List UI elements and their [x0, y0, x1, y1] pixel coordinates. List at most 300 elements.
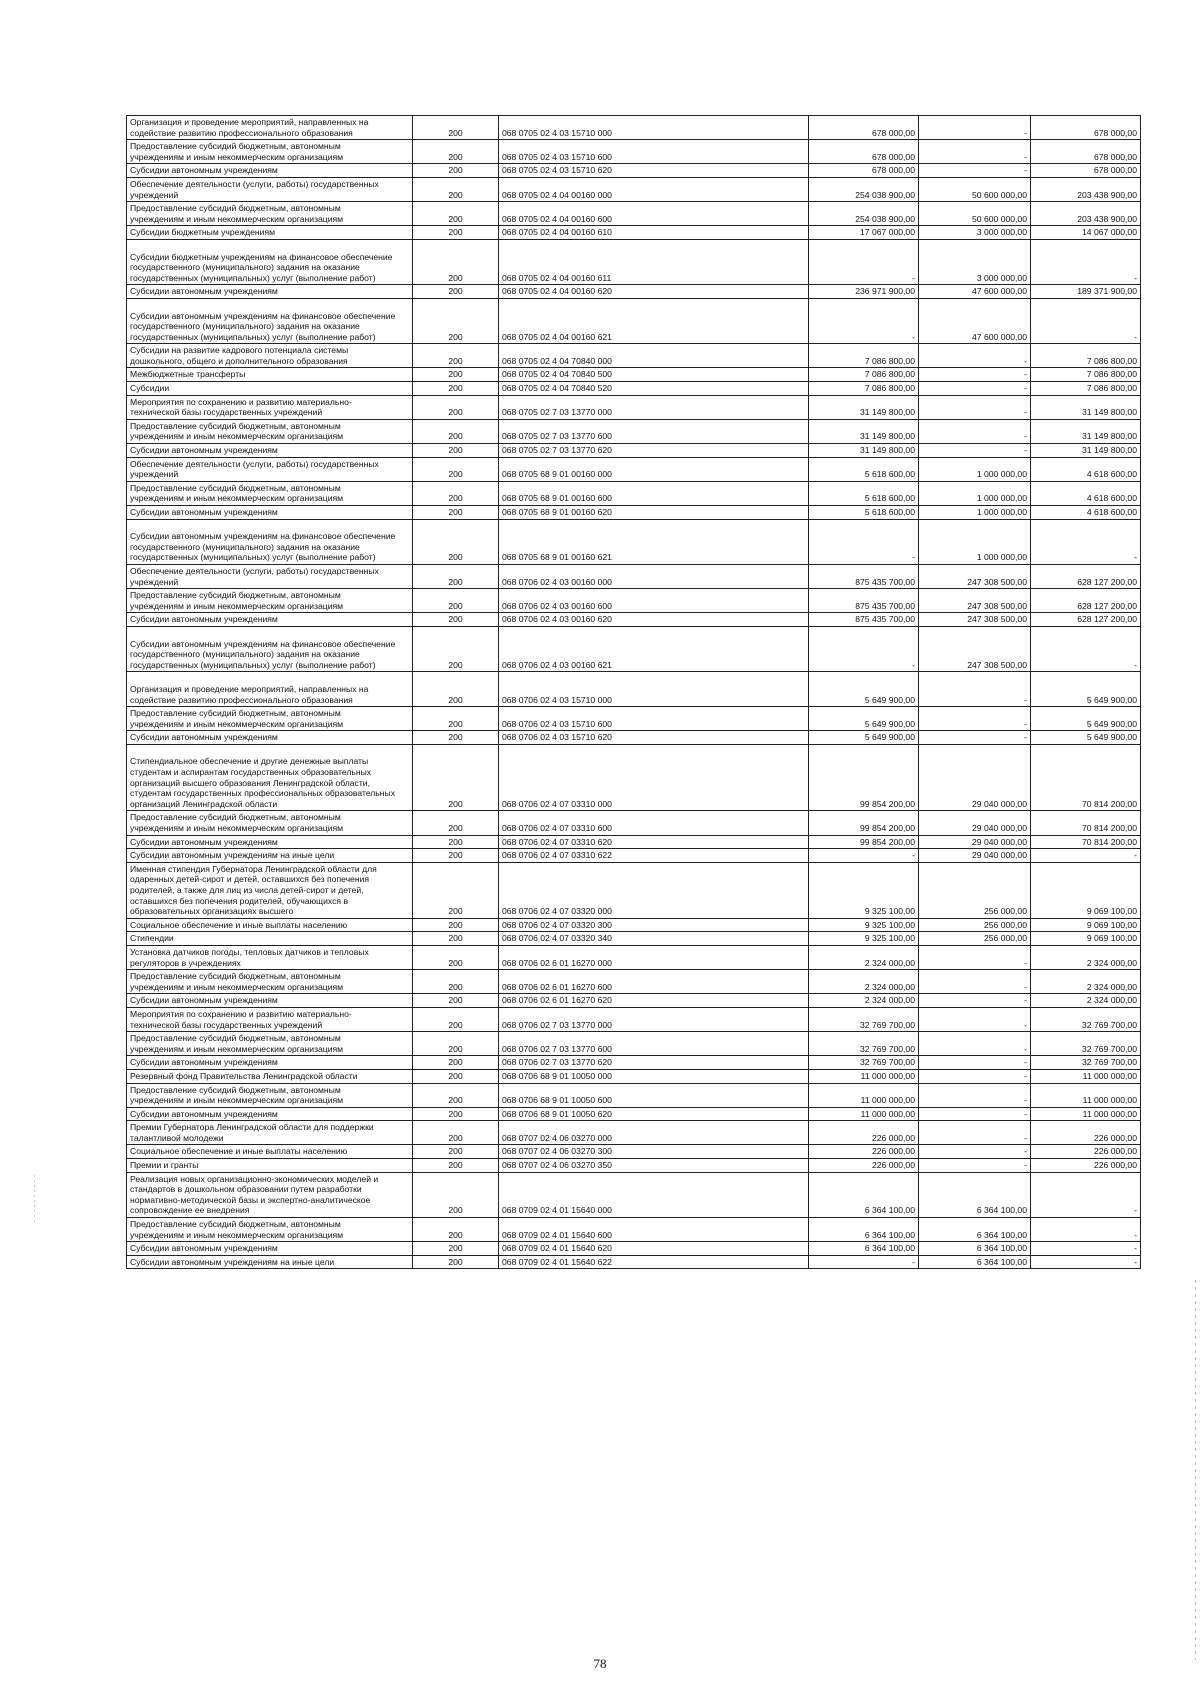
row-kbk-cell: 068 0705 02 4 04 70840 000	[499, 344, 809, 368]
row-code-cell: 200	[413, 1218, 499, 1242]
row-name-cell: Именная стипендия Губернатора Ленинградской области для одаренных детей-сирот и детей, оставшихся без попечения родителей, а также для лиц из числа детей-сирот и детей, оставшихся без попечения родителей, обучающихся в образовательных организациях высшего	[127, 862, 413, 918]
table-row	[127, 945, 1141, 969]
row-code-cell: 200	[413, 1121, 499, 1145]
row-kbk-cell: 068 0706 68 9 01 10050 620	[499, 1107, 809, 1121]
row-amount-cell: -	[1031, 1172, 1141, 1217]
row-amount-cell: 9 069 100,00	[1031, 918, 1141, 932]
row-code-cell: 200	[413, 1159, 499, 1173]
row-amount-cell: -	[809, 519, 919, 564]
row-name-cell: Субсидии автономным учреждениям	[127, 164, 413, 178]
table-row	[127, 457, 1141, 481]
row-code-cell: 200	[413, 626, 499, 671]
row-code-cell: 200	[413, 862, 499, 918]
row-code-cell: 200	[413, 1056, 499, 1070]
row-amount-cell: 32 769 700,00	[1031, 1007, 1141, 1031]
row-amount-cell: -	[1031, 298, 1141, 343]
row-amount-cell: 254 038 900,00	[809, 202, 919, 226]
row-name-cell: Субсидии автономным учреждениям	[127, 994, 413, 1008]
row-code-cell: 200	[413, 382, 499, 396]
row-kbk-cell: 068 0706 02 7 03 13770 000	[499, 1007, 809, 1031]
row-name-cell: Предоставление субсидий бюджетным, автономным учреждениям и иным некоммерческим организациям	[127, 481, 413, 505]
row-kbk-cell: 068 0705 02 7 03 13770 620	[499, 444, 809, 458]
row-amount-cell: -	[919, 1159, 1031, 1173]
table-row	[127, 116, 1141, 140]
row-amount-cell: 226 000,00	[1031, 1145, 1141, 1159]
table-row	[127, 613, 1141, 627]
table-row	[127, 344, 1141, 368]
table-row	[127, 811, 1141, 835]
row-kbk-cell: 068 0709 02 4 01 15640 000	[499, 1172, 809, 1217]
row-name-cell: Предоставление субсидий бюджетным, автономным учреждениям и иным некоммерческим организациям	[127, 419, 413, 443]
row-name-cell: Предоставление субсидий бюджетным, автономным учреждениям и иным некоммерческим организациям	[127, 811, 413, 835]
row-amount-cell: 2 324 000,00	[809, 994, 919, 1008]
row-kbk-cell: 068 0706 02 4 07 03310 600	[499, 811, 809, 835]
row-amount-cell: -	[919, 945, 1031, 969]
row-name-cell: Предоставление субсидий бюджетным, автономным учреждениям и иным некоммерческим организациям	[127, 589, 413, 613]
row-code-cell: 200	[413, 419, 499, 443]
row-amount-cell: -	[919, 672, 1031, 707]
row-kbk-cell: 068 0706 02 6 01 16270 600	[499, 970, 809, 994]
row-amount-cell: 29 040 000,00	[919, 835, 1031, 849]
row-name-cell: Предоставление субсидий бюджетным, автономным учреждениям и иным некоммерческим организациям	[127, 970, 413, 994]
row-amount-cell: 11 000 000,00	[1031, 1083, 1141, 1107]
row-code-cell: 200	[413, 202, 499, 226]
row-amount-cell: 70 814 200,00	[1031, 744, 1141, 811]
row-amount-cell: 7 086 800,00	[1031, 368, 1141, 382]
table-row	[127, 589, 1141, 613]
row-amount-cell: 875 435 700,00	[809, 589, 919, 613]
row-amount-cell: -	[809, 849, 919, 863]
row-amount-cell: 678 000,00	[809, 164, 919, 178]
row-code-cell: 200	[413, 932, 499, 946]
row-amount-cell: -	[809, 239, 919, 284]
row-amount-cell: 5 649 900,00	[809, 707, 919, 731]
row-kbk-cell: 068 0706 02 4 07 03320 340	[499, 932, 809, 946]
row-kbk-cell: 068 0709 02 4 01 15640 622	[499, 1255, 809, 1269]
row-amount-cell: -	[919, 1121, 1031, 1145]
row-kbk-cell: 068 0706 02 4 07 03310 000	[499, 744, 809, 811]
table-row	[127, 1121, 1141, 1145]
row-name-cell: Установка датчиков погоды, тепловых датчиков и тепловых регуляторов в учреждениях	[127, 945, 413, 969]
row-kbk-cell: 068 0706 02 4 03 00160 000	[499, 564, 809, 588]
row-name-cell: Субсидии автономным учреждениям	[127, 613, 413, 627]
table-row	[127, 298, 1141, 343]
table-row	[127, 672, 1141, 707]
row-amount-cell: 2 324 000,00	[1031, 945, 1141, 969]
row-amount-cell: -	[809, 298, 919, 343]
row-amount-cell: 5 649 900,00	[1031, 707, 1141, 731]
table-row	[127, 1107, 1141, 1121]
table-row	[127, 1172, 1141, 1217]
row-amount-cell: 247 308 500,00	[919, 626, 1031, 671]
row-amount-cell: 70 814 200,00	[1031, 835, 1141, 849]
row-code-cell: 200	[413, 444, 499, 458]
row-name-cell: Субсидии автономным учреждениям на финансовое обеспечение государственного (муниципального) задания на оказание государственных (муниципальных) услуг (выполнение работ)	[127, 519, 413, 564]
row-amount-cell: 32 769 700,00	[1031, 1056, 1141, 1070]
table-row	[127, 918, 1141, 932]
row-code-cell: 200	[413, 344, 499, 368]
table-row	[127, 1255, 1141, 1269]
table-row	[127, 849, 1141, 863]
row-amount-cell: 5 649 900,00	[809, 731, 919, 745]
row-amount-cell: 6 364 100,00	[919, 1255, 1031, 1269]
row-amount-cell: -	[1031, 1218, 1141, 1242]
row-amount-cell: 9 325 100,00	[809, 918, 919, 932]
row-amount-cell: 31 149 800,00	[809, 419, 919, 443]
table-row	[127, 932, 1141, 946]
row-amount-cell: 226 000,00	[1031, 1159, 1141, 1173]
row-kbk-cell: 068 0707 02 4 06 03270 350	[499, 1159, 809, 1173]
row-amount-cell: -	[1031, 849, 1141, 863]
row-code-cell: 200	[413, 1107, 499, 1121]
row-amount-cell: 256 000,00	[919, 932, 1031, 946]
table-row	[127, 519, 1141, 564]
row-amount-cell: 6 364 100,00	[919, 1218, 1031, 1242]
row-amount-cell: 5 618 600,00	[809, 457, 919, 481]
row-amount-cell: 11 000 000,00	[1031, 1107, 1141, 1121]
row-amount-cell: 6 364 100,00	[809, 1242, 919, 1256]
row-kbk-cell: 068 0706 02 7 03 13770 600	[499, 1032, 809, 1056]
scan-edge-mark	[1195, 1280, 1196, 1660]
row-name-cell: Предоставление субсидий бюджетным, автономным учреждениям и иным некоммерческим организациям	[127, 1032, 413, 1056]
row-amount-cell: -	[919, 994, 1031, 1008]
row-code-cell: 200	[413, 564, 499, 588]
row-amount-cell: 875 435 700,00	[809, 564, 919, 588]
row-amount-cell: -	[919, 970, 1031, 994]
row-amount-cell: 6 364 100,00	[919, 1172, 1031, 1217]
row-amount-cell: 678 000,00	[1031, 116, 1141, 140]
row-name-cell: Предоставление субсидий бюджетным, автономным учреждениям и иным некоммерческим организациям	[127, 202, 413, 226]
row-amount-cell: 31 149 800,00	[1031, 444, 1141, 458]
table-row	[127, 707, 1141, 731]
row-name-cell: Премии и гранты	[127, 1159, 413, 1173]
row-code-cell: 200	[413, 613, 499, 627]
row-amount-cell: 628 127 200,00	[1031, 564, 1141, 588]
row-kbk-cell: 068 0705 68 9 01 00160 000	[499, 457, 809, 481]
row-amount-cell: 247 308 500,00	[919, 589, 1031, 613]
row-amount-cell: 5 649 900,00	[809, 672, 919, 707]
row-amount-cell: 3 000 000,00	[919, 239, 1031, 284]
row-name-cell: Субсидии	[127, 382, 413, 396]
row-amount-cell: -	[809, 626, 919, 671]
row-amount-cell: 9 325 100,00	[809, 862, 919, 918]
row-name-cell: Мероприятия по сохранению и развитию материально- технической базы государственных учреждений	[127, 395, 413, 419]
row-code-cell: 200	[413, 1145, 499, 1159]
row-amount-cell: -	[919, 382, 1031, 396]
row-amount-cell: 17 067 000,00	[809, 226, 919, 240]
row-name-cell: Стипендии	[127, 932, 413, 946]
table-row	[127, 285, 1141, 299]
row-kbk-cell: 068 0709 02 4 01 15640 600	[499, 1218, 809, 1242]
row-kbk-cell: 068 0706 02 4 03 00160 600	[499, 589, 809, 613]
row-code-cell: 200	[413, 116, 499, 140]
table-row	[127, 202, 1141, 226]
row-amount-cell: 226 000,00	[809, 1159, 919, 1173]
row-amount-cell: -	[1031, 1255, 1141, 1269]
row-code-cell: 200	[413, 707, 499, 731]
row-amount-cell: 4 618 600,00	[1031, 457, 1141, 481]
row-name-cell: Мероприятия по сохранению и развитию материально- технической базы государственных учреждений	[127, 1007, 413, 1031]
row-code-cell: 200	[413, 811, 499, 835]
budget-table-body	[127, 116, 1141, 1269]
row-kbk-cell: 068 0706 02 4 03 15710 600	[499, 707, 809, 731]
row-amount-cell: -	[1031, 1242, 1141, 1256]
row-amount-cell: 3 000 000,00	[919, 226, 1031, 240]
row-amount-cell: -	[919, 1056, 1031, 1070]
row-kbk-cell: 068 0705 02 4 04 00160 000	[499, 177, 809, 201]
row-kbk-cell: 068 0706 02 4 07 03320 000	[499, 862, 809, 918]
row-name-cell: Субсидии автономным учреждениям	[127, 731, 413, 745]
row-amount-cell: 29 040 000,00	[919, 811, 1031, 835]
row-kbk-cell: 068 0705 68 9 01 00160 621	[499, 519, 809, 564]
row-name-cell: Обеспечение деятельности (услуги, работы) государственных учреждений	[127, 457, 413, 481]
row-amount-cell: 7 086 800,00	[1031, 382, 1141, 396]
row-name-cell: Премии Губернатора Ленинградской области для поддержки талантливой молодежи	[127, 1121, 413, 1145]
row-amount-cell: -	[919, 1107, 1031, 1121]
row-kbk-cell: 068 0706 02 6 01 16270 000	[499, 945, 809, 969]
table-row	[127, 481, 1141, 505]
row-amount-cell: 2 324 000,00	[1031, 970, 1141, 994]
row-kbk-cell: 068 0706 02 4 07 03310 622	[499, 849, 809, 863]
row-amount-cell: 4 618 600,00	[1031, 481, 1141, 505]
table-row	[127, 1218, 1141, 1242]
row-code-cell: 200	[413, 945, 499, 969]
table-row	[127, 626, 1141, 671]
row-kbk-cell: 068 0706 02 7 03 13770 620	[499, 1056, 809, 1070]
row-name-cell: Субсидии автономным учреждениям на иные цели	[127, 1255, 413, 1269]
row-amount-cell: -	[919, 419, 1031, 443]
row-code-cell: 200	[413, 918, 499, 932]
row-code-cell: 200	[413, 164, 499, 178]
row-amount-cell: 70 814 200,00	[1031, 811, 1141, 835]
row-amount-cell: -	[919, 140, 1031, 164]
row-amount-cell: 7 086 800,00	[809, 382, 919, 396]
row-amount-cell: 1 000 000,00	[919, 519, 1031, 564]
row-kbk-cell: 068 0705 02 4 04 00160 620	[499, 285, 809, 299]
row-amount-cell: 50 600 000,00	[919, 202, 1031, 226]
row-kbk-cell: 068 0706 02 4 03 15710 000	[499, 672, 809, 707]
row-amount-cell: 31 149 800,00	[809, 444, 919, 458]
row-amount-cell: -	[919, 731, 1031, 745]
table-row	[127, 1069, 1141, 1083]
row-amount-cell: 256 000,00	[919, 862, 1031, 918]
row-amount-cell: 247 308 500,00	[919, 613, 1031, 627]
table-row	[127, 239, 1141, 284]
table-row	[127, 506, 1141, 520]
row-kbk-cell: 068 0706 02 4 07 03320 300	[499, 918, 809, 932]
table-row	[127, 835, 1141, 849]
row-code-cell: 200	[413, 1032, 499, 1056]
row-amount-cell: 678 000,00	[809, 116, 919, 140]
row-name-cell: Предоставление субсидий бюджетным, автономным учреждениям и иным некоммерческим организациям	[127, 140, 413, 164]
row-name-cell: Предоставление субсидий бюджетным, автономным учреждениям и иным некоммерческим организациям	[127, 1218, 413, 1242]
table-row	[127, 382, 1141, 396]
row-amount-cell: 2 324 000,00	[809, 945, 919, 969]
row-amount-cell: 32 769 700,00	[1031, 1032, 1141, 1056]
row-kbk-cell: 068 0705 02 4 03 15710 600	[499, 140, 809, 164]
table-row	[127, 744, 1141, 811]
row-name-cell: Обеспечение деятельности (услуги, работы) государственных учреждений	[127, 564, 413, 588]
row-name-cell: Субсидии бюджетным учреждениям	[127, 226, 413, 240]
row-amount-cell: -	[919, 395, 1031, 419]
row-kbk-cell: 068 0707 02 4 06 03270 000	[499, 1121, 809, 1145]
row-amount-cell: 11 000 000,00	[809, 1069, 919, 1083]
row-code-cell: 200	[413, 1083, 499, 1107]
row-code-cell: 200	[413, 1069, 499, 1083]
row-amount-cell: -	[919, 344, 1031, 368]
row-amount-cell: 32 769 700,00	[809, 1032, 919, 1056]
row-name-cell: Социальное обеспечение и иные выплаты населению	[127, 1145, 413, 1159]
row-amount-cell: 5 618 600,00	[809, 481, 919, 505]
row-amount-cell: -	[919, 1069, 1031, 1083]
table-row	[127, 395, 1141, 419]
row-kbk-cell: 068 0705 02 4 04 00160 621	[499, 298, 809, 343]
row-kbk-cell: 068 0705 68 9 01 00160 620	[499, 506, 809, 520]
row-code-cell: 200	[413, 994, 499, 1008]
row-amount-cell: 628 127 200,00	[1031, 613, 1141, 627]
row-amount-cell: -	[1031, 239, 1141, 284]
row-amount-cell: -	[1031, 519, 1141, 564]
table-row	[127, 368, 1141, 382]
page-number: 78	[593, 1656, 607, 1671]
row-kbk-cell: 068 0705 02 7 03 13770 000	[499, 395, 809, 419]
table-row	[127, 177, 1141, 201]
row-code-cell: 200	[413, 1172, 499, 1217]
row-amount-cell: -	[919, 1032, 1031, 1056]
row-code-cell: 200	[413, 744, 499, 811]
row-kbk-cell: 068 0706 68 9 01 10050 600	[499, 1083, 809, 1107]
table-row	[127, 1032, 1141, 1056]
row-kbk-cell: 068 0706 02 4 03 00160 620	[499, 613, 809, 627]
row-kbk-cell: 068 0705 02 4 04 00160 600	[499, 202, 809, 226]
row-amount-cell: 247 308 500,00	[919, 564, 1031, 588]
table-row	[127, 1159, 1141, 1173]
row-amount-cell: 256 000,00	[919, 918, 1031, 932]
row-kbk-cell: 068 0705 02 4 04 70840 500	[499, 368, 809, 382]
row-kbk-cell: 068 0706 02 4 03 00160 621	[499, 626, 809, 671]
row-amount-cell: 1 000 000,00	[919, 457, 1031, 481]
row-amount-cell: 226 000,00	[809, 1145, 919, 1159]
row-code-cell: 200	[413, 849, 499, 863]
row-amount-cell: 5 618 600,00	[809, 506, 919, 520]
row-name-cell: Субсидии автономным учреждениям на иные цели	[127, 849, 413, 863]
row-kbk-cell: 068 0705 02 4 04 00160 611	[499, 239, 809, 284]
row-amount-cell: 99 854 200,00	[809, 835, 919, 849]
table-row	[127, 419, 1141, 443]
row-amount-cell: 875 435 700,00	[809, 613, 919, 627]
row-kbk-cell: 068 0706 02 4 03 15710 620	[499, 731, 809, 745]
row-amount-cell: -	[919, 164, 1031, 178]
table-row	[127, 1056, 1141, 1070]
row-amount-cell: 254 038 900,00	[809, 177, 919, 201]
row-kbk-cell: 068 0705 02 4 03 15710 620	[499, 164, 809, 178]
row-name-cell: Субсидии автономным учреждениям	[127, 444, 413, 458]
scan-edge-mark-left	[34, 1175, 35, 1225]
row-amount-cell: 678 000,00	[1031, 164, 1141, 178]
row-amount-cell: 4 618 600,00	[1031, 506, 1141, 520]
row-amount-cell: 1 000 000,00	[919, 481, 1031, 505]
row-amount-cell: 29 040 000,00	[919, 744, 1031, 811]
row-code-cell: 200	[413, 835, 499, 849]
row-amount-cell: 31 149 800,00	[1031, 419, 1141, 443]
table-row	[127, 731, 1141, 745]
row-code-cell: 200	[413, 298, 499, 343]
row-name-cell: Стипендиальное обеспечение и другие денежные выплаты студентам и аспирантам государственных образовательных организаций высшего образования Ленинградской области, студентам государственных профессиональных образовательных организаций Ленинградской области	[127, 744, 413, 811]
row-name-cell: Субсидии автономным учреждениям	[127, 285, 413, 299]
row-name-cell: Субсидии на развитие кадрового потенциала системы дошкольного, общего и дополнительного образования	[127, 344, 413, 368]
row-code-cell: 200	[413, 506, 499, 520]
row-amount-cell: -	[919, 368, 1031, 382]
row-amount-cell: -	[919, 1145, 1031, 1159]
row-name-cell: Социальное обеспечение и иные выплаты населению	[127, 918, 413, 932]
row-code-cell: 200	[413, 140, 499, 164]
row-amount-cell: 31 149 800,00	[809, 395, 919, 419]
row-amount-cell: 7 086 800,00	[1031, 344, 1141, 368]
row-amount-cell: 226 000,00	[1031, 1121, 1141, 1145]
row-name-cell: Резервный фонд Правительства Ленинградской области	[127, 1069, 413, 1083]
row-code-cell: 200	[413, 368, 499, 382]
row-amount-cell: 11 000 000,00	[809, 1107, 919, 1121]
row-code-cell: 200	[413, 589, 499, 613]
row-amount-cell: 203 438 900,00	[1031, 177, 1141, 201]
row-amount-cell: 7 086 800,00	[809, 344, 919, 368]
row-code-cell: 200	[413, 1007, 499, 1031]
table-row	[127, 164, 1141, 178]
row-kbk-cell: 068 0706 02 4 07 03310 620	[499, 835, 809, 849]
row-amount-cell: -	[919, 116, 1031, 140]
row-amount-cell: 29 040 000,00	[919, 849, 1031, 863]
row-amount-cell: 2 324 000,00	[1031, 994, 1141, 1008]
row-kbk-cell: 068 0706 68 9 01 10050 000	[499, 1069, 809, 1083]
row-amount-cell: 31 149 800,00	[1031, 395, 1141, 419]
row-code-cell: 200	[413, 970, 499, 994]
row-kbk-cell: 068 0705 02 4 04 70840 520	[499, 382, 809, 396]
row-name-cell: Субсидии автономным учреждениям	[127, 1242, 413, 1256]
row-name-cell: Реализация новых организационно-экономических моделей и стандартов в дошкольном образовании путем разработки нормативно-методической базы и экспертно-аналитическое сопровождение ее внедрения	[127, 1172, 413, 1217]
table-row	[127, 1242, 1141, 1256]
row-amount-cell: 5 649 900,00	[1031, 731, 1141, 745]
row-kbk-cell: 068 0707 02 4 06 03270 300	[499, 1145, 809, 1159]
row-kbk-cell: 068 0705 68 9 01 00160 600	[499, 481, 809, 505]
row-name-cell: Организация и проведение мероприятий, направленных на содействие развитию профессионального образования	[127, 672, 413, 707]
row-amount-cell: -	[919, 444, 1031, 458]
row-kbk-cell: 068 0709 02 4 01 15640 620	[499, 1242, 809, 1256]
budget-table	[126, 115, 1141, 1269]
row-kbk-cell: 068 0705 02 7 03 13770 600	[499, 419, 809, 443]
row-amount-cell: 47 600 000,00	[919, 298, 1031, 343]
row-name-cell: Предоставление субсидий бюджетным, автономным учреждениям и иным некоммерческим организациям	[127, 1083, 413, 1107]
row-code-cell: 200	[413, 395, 499, 419]
row-amount-cell: 6 364 100,00	[919, 1242, 1031, 1256]
row-code-cell: 200	[413, 1242, 499, 1256]
row-name-cell: Межбюджетные трансферты	[127, 368, 413, 382]
row-amount-cell: 9 325 100,00	[809, 932, 919, 946]
table-row	[127, 1145, 1141, 1159]
row-amount-cell: 99 854 200,00	[809, 811, 919, 835]
row-code-cell: 200	[413, 731, 499, 745]
row-amount-cell: 9 069 100,00	[1031, 932, 1141, 946]
row-amount-cell: 1 000 000,00	[919, 506, 1031, 520]
row-name-cell: Субсидии автономным учреждениям	[127, 506, 413, 520]
table-row	[127, 140, 1141, 164]
row-amount-cell: 5 649 900,00	[1031, 672, 1141, 707]
row-amount-cell: 203 438 900,00	[1031, 202, 1141, 226]
row-amount-cell: 11 000 000,00	[1031, 1069, 1141, 1083]
row-code-cell: 200	[413, 1255, 499, 1269]
row-amount-cell: 7 086 800,00	[809, 368, 919, 382]
row-name-cell: Субсидии автономным учреждениям	[127, 835, 413, 849]
row-amount-cell: 226 000,00	[809, 1121, 919, 1145]
